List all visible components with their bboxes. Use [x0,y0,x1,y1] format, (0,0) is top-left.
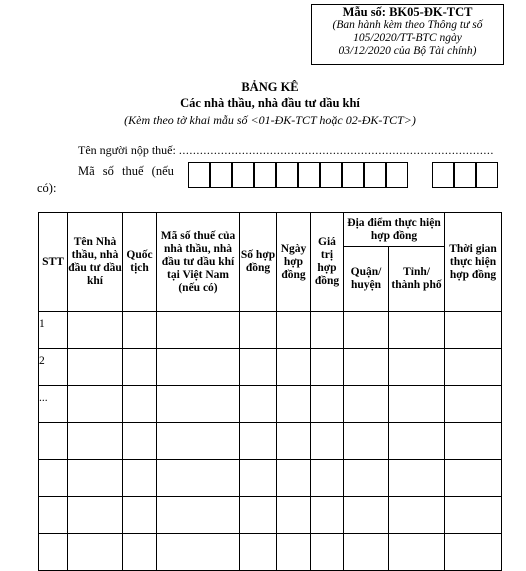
row-stt [39,423,68,460]
table-cell[interactable] [68,312,123,349]
header-stt: STT [39,213,68,312]
table-cell[interactable] [389,423,445,460]
header-district: Quận/ huyện [344,247,389,312]
table-cell[interactable] [240,386,277,423]
table-cell[interactable] [157,312,240,349]
table-cell[interactable] [68,534,123,571]
table-cell[interactable] [68,386,123,423]
table-cell[interactable] [123,386,157,423]
table-cell[interactable] [445,386,502,423]
table-row [39,349,502,386]
table-cell[interactable] [240,312,277,349]
table-cell[interactable] [344,460,389,497]
table-cell[interactable] [311,386,344,423]
table-cell[interactable] [445,534,502,571]
table-cell[interactable] [277,497,311,534]
form-note-line-2: 105/2020/TT-BTC ngày [353,32,462,44]
form-note-line-1: (Ban hành kèm theo Thông tư số [332,19,483,31]
table-cell[interactable] [157,534,240,571]
document-subtitle: Các nhà thầu, nhà đầu tư dầu khí [180,96,360,110]
table-cell[interactable] [277,386,311,423]
tax-id-digit-box[interactable] [320,162,342,188]
table-cell[interactable] [344,349,389,386]
tax-id-digit-box[interactable] [342,162,364,188]
table-row [39,423,502,460]
header-name: Tên Nhà thầu, nhà đầu tư dầu khí [68,213,123,312]
table-cell[interactable] [277,460,311,497]
table-cell[interactable] [445,497,502,534]
table-cell[interactable] [68,423,123,460]
table-cell[interactable] [123,534,157,571]
table-row [39,534,502,571]
form-note-line-3: 03/12/2020 của Bộ Tài chính) [338,45,477,57]
taxpayer-name-line [78,143,494,158]
table-cell[interactable] [277,423,311,460]
table-cell[interactable] [344,386,389,423]
table-row [39,386,502,423]
row-stt: 2 [39,349,68,386]
table-cell[interactable] [389,460,445,497]
row-stt [39,497,68,534]
table-cell[interactable] [277,534,311,571]
tax-id-digit-box[interactable] [476,162,498,188]
table-row [39,497,502,534]
table-cell[interactable] [344,534,389,571]
row-stt [39,534,68,571]
tax-id-digit-box[interactable] [276,162,298,188]
table-cell[interactable] [68,349,123,386]
table-cell[interactable] [445,312,502,349]
table-cell[interactable] [123,349,157,386]
table-cell[interactable] [157,460,240,497]
tax-id-digit-box[interactable] [364,162,386,188]
table-cell[interactable] [240,497,277,534]
header-nationality: Quốc tịch [123,213,157,312]
header-duration: Thời gian thực hiện hợp đồng [445,213,502,312]
tax-id-digit-box[interactable] [386,162,408,188]
table-cell[interactable] [445,349,502,386]
header-contract-date: Ngày hợp đồng [277,213,311,312]
table-cell[interactable] [277,349,311,386]
row-stt [39,460,68,497]
table-row [39,312,502,349]
table-cell[interactable] [344,497,389,534]
form-code: Mẫu số: BK05-ĐK-TCT [342,5,473,19]
tax-id-digit-box[interactable] [254,162,276,188]
tax-id-digit-box[interactable] [210,162,232,188]
tax-id-label-cont: có): [37,181,57,195]
table-cell[interactable] [240,423,277,460]
annex-note: (Kèm theo tờ khai mẫu số <01-ĐK-TCT hoặc 02-ĐK-TCT>) [124,113,416,127]
form-code-box [311,4,504,65]
table-cell[interactable] [157,349,240,386]
tax-id-digit-box[interactable] [232,162,254,188]
table-cell[interactable] [445,423,502,460]
table-cell[interactable] [389,386,445,423]
table-cell[interactable] [389,312,445,349]
header-province: Tỉnh/ thành phố [389,247,445,312]
contractor-table [38,212,502,571]
header-tax-code: Mã số thuế của nhà thầu, nhà đầu tư dầu khí tại Việt Nam (nếu có) [157,213,240,312]
table-cell[interactable] [311,534,344,571]
document-title: BẢNG KÊ [241,80,299,94]
header-contract-no: Số hợp đồng [240,213,277,312]
table-cell[interactable] [157,423,240,460]
table-cell[interactable] [311,423,344,460]
table-cell[interactable] [157,497,240,534]
table-cell[interactable] [311,460,344,497]
table-cell[interactable] [311,312,344,349]
table-cell[interactable] [123,423,157,460]
table-cell[interactable] [68,497,123,534]
table-cell[interactable] [123,460,157,497]
table-cell[interactable] [240,460,277,497]
tax-id-digit-box[interactable] [188,162,210,188]
tax-id-digit-box[interactable] [432,162,454,188]
table-cell[interactable] [277,312,311,349]
table-cell[interactable] [68,460,123,497]
taxpayer-name-label: Tên người nộp thuế: [78,143,176,157]
table-cell[interactable] [240,349,277,386]
table-cell[interactable] [157,386,240,423]
table-cell[interactable] [344,423,389,460]
table-cell[interactable] [240,534,277,571]
table-cell[interactable] [389,349,445,386]
table-cell[interactable] [445,460,502,497]
row-stt: ... [39,386,68,423]
header-location-group: Địa điểm thực hiện hợp đồng [344,213,445,247]
header-contract-value: Giá trị hợp đồng [311,213,344,312]
table-cell[interactable] [389,534,445,571]
tax-id-digit-box[interactable] [298,162,320,188]
table-cell[interactable] [311,497,344,534]
table-cell[interactable] [311,349,344,386]
table-cell[interactable] [344,312,389,349]
table-cell[interactable] [123,497,157,534]
table-cell[interactable] [123,312,157,349]
tax-id-label: Mã số thuế (nếu [78,164,174,178]
tax-id-digit-box[interactable] [454,162,476,188]
row-stt: 1 [39,312,68,349]
table-row [39,460,502,497]
taxpayer-name-field[interactable]: .......................................................................................... [178,143,494,157]
table-cell[interactable] [389,497,445,534]
